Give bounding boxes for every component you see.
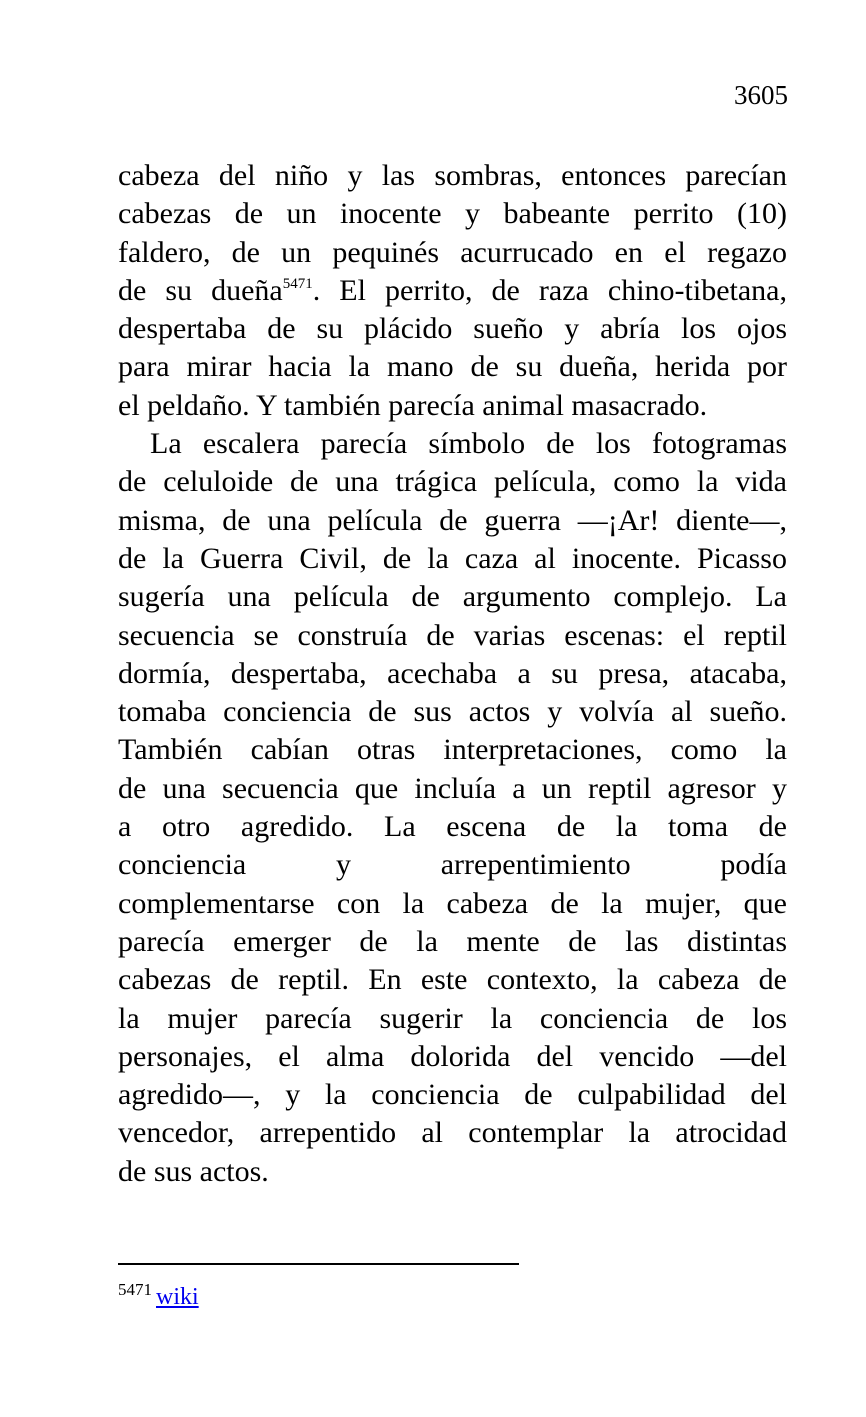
text-line: la mujer parecía sugerir la conciencia de los xyxy=(118,1001,787,1035)
body-text xyxy=(118,157,787,1191)
text-line-with-footnote-ref xyxy=(118,272,787,310)
footnote-number: 5471 xyxy=(118,1280,152,1299)
text-line: También cabían otras interpretaciones, como la xyxy=(118,733,787,767)
paragraph-first-line: La escalera parecía símbolo de los fotogramas xyxy=(150,427,787,461)
text-line: misma, de una película de guerra —¡Ar! diente—, xyxy=(118,503,787,537)
text-line: de una secuencia que incluía a un reptil agresor y xyxy=(118,771,787,805)
text-line: de sus actos. xyxy=(118,1154,269,1188)
text-line: cabeza del niño y las sombras, entonces parecían xyxy=(118,159,787,192)
text-line: conciencia y arrepentimiento podía xyxy=(118,848,787,882)
text-line: parecía emerger de la mente de las distintas xyxy=(118,924,787,958)
text-line: complementarse con la cabeza de la mujer, que xyxy=(118,886,787,920)
text-line: faldero, de un pequinés acurrucado en el regazo xyxy=(118,235,787,269)
footnote-separator xyxy=(118,1263,519,1265)
text-line: agredido—, y la conciencia de culpabilidad del xyxy=(118,1078,787,1112)
page-number: 3605 xyxy=(734,80,788,110)
footnote xyxy=(118,1282,199,1314)
footnote-reference[interactable]: 5471 xyxy=(282,275,313,292)
text-fragment: de su dueña xyxy=(118,273,283,307)
text-line: personajes, el alma dolorida del vencido —del xyxy=(118,1039,787,1073)
text-line: el peldaño. Y también parecía animal masacrado. xyxy=(118,388,708,422)
text-line: para mirar hacia la mano de su dueña, herida por xyxy=(118,350,787,384)
text-line: de la Guerra Civil, de la caza al inocente. Picasso xyxy=(118,541,787,575)
footnote-link[interactable]: wiki xyxy=(156,1284,199,1310)
text-line: secuencia se construía de varias escenas: el reptil xyxy=(118,618,787,652)
text-line: dormía, despertaba, acechaba a su presa, atacaba, xyxy=(118,656,787,690)
text-line: sugería una película de argumento complejo. La xyxy=(118,580,787,614)
text-line: a otro agredido. La escena de la toma de xyxy=(118,810,787,844)
text-line: cabezas de un inocente y babeante perrito (10) xyxy=(118,197,787,231)
text-fragment: . El perrito, de raza chino-tibetana, xyxy=(312,273,787,307)
text-line: tomaba conciencia de sus actos y volvía al sueño. xyxy=(118,695,787,729)
text-line: vencedor, arrepentido al contemplar la atrocidad xyxy=(118,1116,787,1150)
text-line: cabezas de reptil. En este contexto, la cabeza de xyxy=(118,963,787,997)
text-line: despertaba de su plácido sueño y abría los ojos xyxy=(118,312,787,346)
text-line: de celuloide de una trágica película, como la vida xyxy=(118,465,787,499)
